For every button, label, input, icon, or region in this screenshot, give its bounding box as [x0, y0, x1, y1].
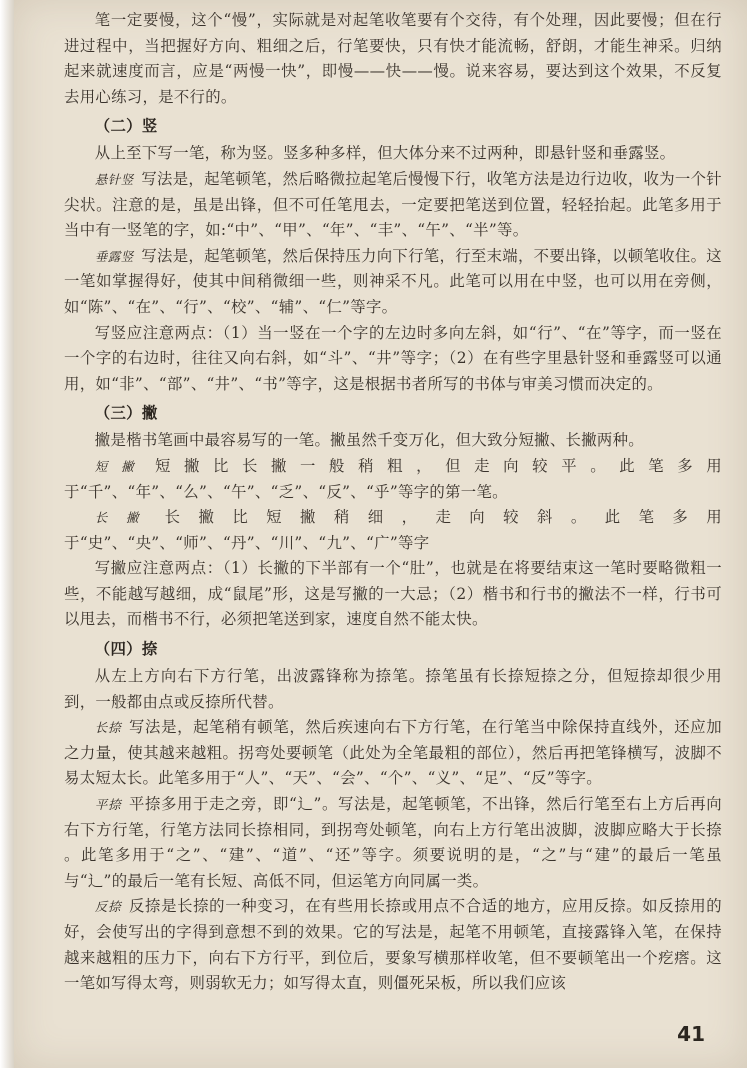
page-number: 41: [677, 1022, 705, 1046]
paragraph-long-na: [64, 715, 722, 792]
paragraph-text: 写法是，起笔稍有顿笔，然后疾速向右下方行笔，在行笔当中除保持直线外，还应加之力量，使其越来越粗。拐弯处要顿笔（此处为全笔最粗的部位），然后再把笔锋横写，波脚不易太短太长。此笔多用于“人”、“天”、“会”、“个”、“义”、“足”、“反”等字。: [64, 718, 722, 788]
section-heading-vertical-stroke: （二）竖: [94, 117, 158, 136]
paragraph: 撇是楷书笔画中最容易写的一笔。撇虽然千变万化，但大致分短撇、长撇两种。: [94, 431, 644, 450]
paragraph: 写竖应注意两点：（1）当一竖在一个字的左边时多向左斜，如“行”、“在”等字，而一竖在一个字的右边时，往往又向右斜，如“斗”、“井”等字；（2）在有些字里悬针竖和垂露竖可以通用，如“非”、“部”、“井”、“书”等字，这是根据书者所写的书体与审美习惯而决定的。: [64, 323, 722, 393]
paragraph-text: 写法是，起笔顿笔，然后保持压力向下行笔，行至末端，不要出锋，以顿笔收住。这一笔如掌握得好，使其中间稍微细一些，则神采不凡。此笔可以用在中竖，也可以用在旁侧，如“陈”、“在”、“行”、“校”、“辅”、“仁”等字。: [64, 246, 722, 316]
paragraph-text: 长撇比短撇稍细，走向较斜。此笔多用于“史”、“央”、“师”、“丹”、“川”、“九”、“广”等字: [64, 508, 722, 552]
paragraph-long-pie: [64, 505, 722, 556]
page-gutter: [0, 0, 14, 1068]
paragraph-flat-na: [64, 792, 722, 894]
paragraph: 笔一定要慢，这个“慢”，实际就是对起笔收笔要有个交待，有个处理，因此要慢；但在行进过程中，当把握好方向、粗细之后，行笔要快，只有快才能流畅，舒朗，才能生神采。归纳起来就速度而言，应是“两慢一快”，即慢——快——慢。说来容易，要达到这个效果，不反复去用心练习，是不行的。: [64, 11, 722, 106]
term-label: 短撇: [94, 458, 148, 474]
page-body: [64, 8, 722, 997]
section-heading-right-falling-stroke: （四）捺: [94, 640, 158, 659]
paragraph-xuanzhen-shu: [64, 167, 722, 244]
paragraph-text: 反捺是长捺的一种变习，在有些用长捺或用点不合适的地方，应用反捺。如反捺用的好，会使写出的字得到意想不到的效果。它的写法是，起笔不用顿笔，直接露锋入笔，在保持越来越粗的压力下，向右下方行平，到位后，要象写横那样收笔，但不要顿笔出一个疙瘩。这一笔如写得太弯，则弱软无力；如写得太直，则僵死呆板，所以我们应该: [64, 897, 722, 993]
paragraph-text: 写法是，起笔顿笔，然后略微拉起笔后慢慢下行，收笔方法是边行边收，收为一个针尖状。注意的是，虽是出锋，但不可任笔甩去，一定要把笔送到位置，轻轻抬起。此笔多用于当中有一竖笔的字，如:“中”、“甲”、“年”、“丰”、“午”、“半”等。: [64, 169, 722, 240]
term-label: 反捺: [94, 899, 122, 915]
term-label: 垂露竖: [94, 248, 134, 264]
paragraph: 从左上方向右下方行笔，出波露锋称为捺笔。捺笔虽有长捺短捺之分，但短捺却很少用到，一般都由点或反捺所代替。: [64, 667, 722, 711]
paragraph-short-pie: [64, 454, 722, 505]
paragraph: 写撇应注意两点：（1）长撇的下半部有一个“肚”，也就是在将要结束这一笔时要略微粗一些，不能越写越细，成“鼠尾”形，这是写撇的一大忌；（2）楷书和行书的撇法不一样，行书可以甩去，而楷书不行，必须把笔送到家，速度自然不能太快。: [64, 559, 722, 629]
paragraph-text: 短撇比长撇一般稍粗，但走向较平。此笔多用于“千”、“年”、“么”、“午”、“乏”、“反”、“乎”等字的第一笔。: [64, 456, 722, 501]
term-label: 长捺: [94, 720, 122, 736]
section-heading-left-falling-stroke: （三）撇: [94, 404, 158, 423]
term-label: 悬针竖: [94, 171, 134, 187]
term-label: 平捺: [94, 797, 122, 813]
paragraph-reverse-na: [64, 894, 722, 996]
paragraph: 从上至下写一笔，称为竖。竖多种多样，但大体分来不过两种，即悬针竖和垂露竖。: [94, 144, 676, 163]
paragraph-chuilu-shu: [64, 244, 722, 321]
paragraph-text: 平捺多用于走之旁，即“辶”。写法是，起笔顿笔，不出锋，然后行笔至右上方后再向右下方行笔，行笔方法同长捺相同，到拐弯处顿笔，向右上方行笔出波脚，波脚应略大于长捺 。此笔多用于“之”、“建”、“道”、“还”等字。须要说明的是，“之”与“建”的最后一笔虽与“辶”的最后一笔有长短、高低不同，但运笔方向同属一类。: [64, 795, 722, 890]
book-page: [14, 0, 747, 1068]
term-label: 长撇: [94, 510, 158, 526]
